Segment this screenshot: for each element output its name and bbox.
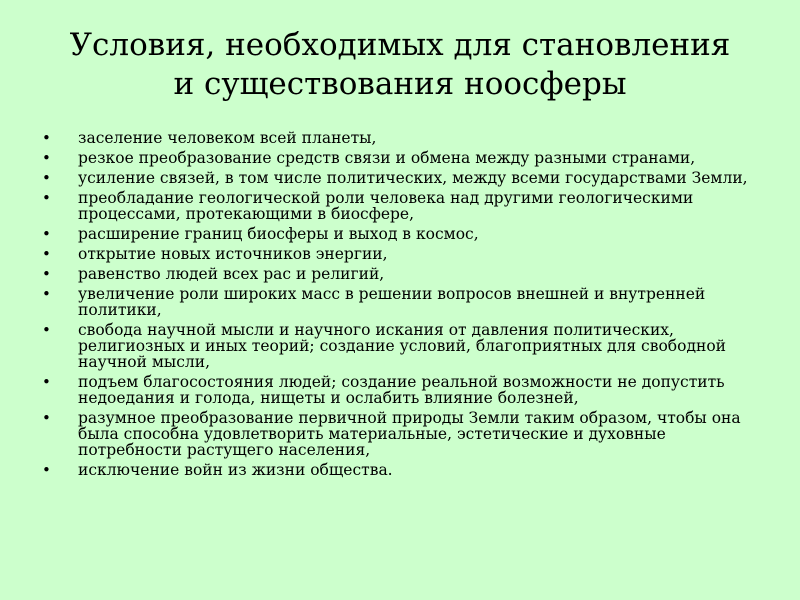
bullet-icon: • <box>42 149 51 167</box>
bullet-icon: • <box>42 189 51 207</box>
bullet-icon: • <box>42 321 51 339</box>
bullet-icon: • <box>42 409 51 427</box>
bullet-icon: • <box>42 245 51 263</box>
list-item-text: открытие новых источников энергии, <box>78 245 388 263</box>
list-item <box>38 374 753 406</box>
list-item <box>38 266 753 282</box>
list-item-text: расширение границ биосферы и выход в космос, <box>78 225 479 243</box>
list-item <box>38 170 753 186</box>
list-item <box>38 150 753 166</box>
bullet-icon: • <box>42 285 51 303</box>
list-item-text: исключение войн из жизни общества. <box>78 461 393 479</box>
list-item-text: преобладание геологической роли человека над другими геологическими процессами, протекающими в биосфере, <box>78 189 694 223</box>
slide-title <box>20 26 780 104</box>
list-item <box>38 190 753 222</box>
bullet-icon: • <box>42 265 51 283</box>
list-item-text: резкое преобразование средств связи и обмена между разными странами, <box>78 149 696 167</box>
list-item-text: свобода научной мысли и научного искания от давления политических, религиозных и иных теорий; создание условий, благоприятных для свободной научной мысли, <box>78 321 726 371</box>
bullet-icon: • <box>42 169 51 187</box>
list-item <box>38 286 753 318</box>
list-item-text: подъем благосостояния людей; создание реальной возможности не допустить недоедания и голода, нищеты и ослабить влияние болезней, <box>78 373 725 407</box>
list-item <box>38 246 753 262</box>
list-item-text: разумное преобразование первичной природы Земли таким образом, чтобы она была способна удовлетворить материальные, эстетические и духовные потребности растущего населения, <box>78 409 741 459</box>
list-item <box>38 130 753 146</box>
slide-title-line-2: и существования ноосферы <box>173 66 627 102</box>
list-item <box>38 322 753 370</box>
bullet-icon: • <box>42 129 51 147</box>
bullet-icon: • <box>42 225 51 243</box>
list-item <box>38 410 753 458</box>
list-item <box>38 462 753 478</box>
list-item-text: усиление связей, в том числе политических, между всеми государствами Земли, <box>78 169 748 187</box>
slide-title-line-1: Условия, необходимых для становления <box>69 27 731 63</box>
bullet-icon: • <box>42 373 51 391</box>
conditions-list <box>38 130 753 482</box>
list-item-text: увеличение роли широких масс в решении вопросов внешней и внутренней политики, <box>78 285 706 319</box>
list-item <box>38 226 753 242</box>
list-item-text: заселение человеком всей планеты, <box>78 129 377 147</box>
bullet-icon: • <box>42 461 51 479</box>
list-item-text: равенство людей всех рас и религий, <box>78 265 385 283</box>
